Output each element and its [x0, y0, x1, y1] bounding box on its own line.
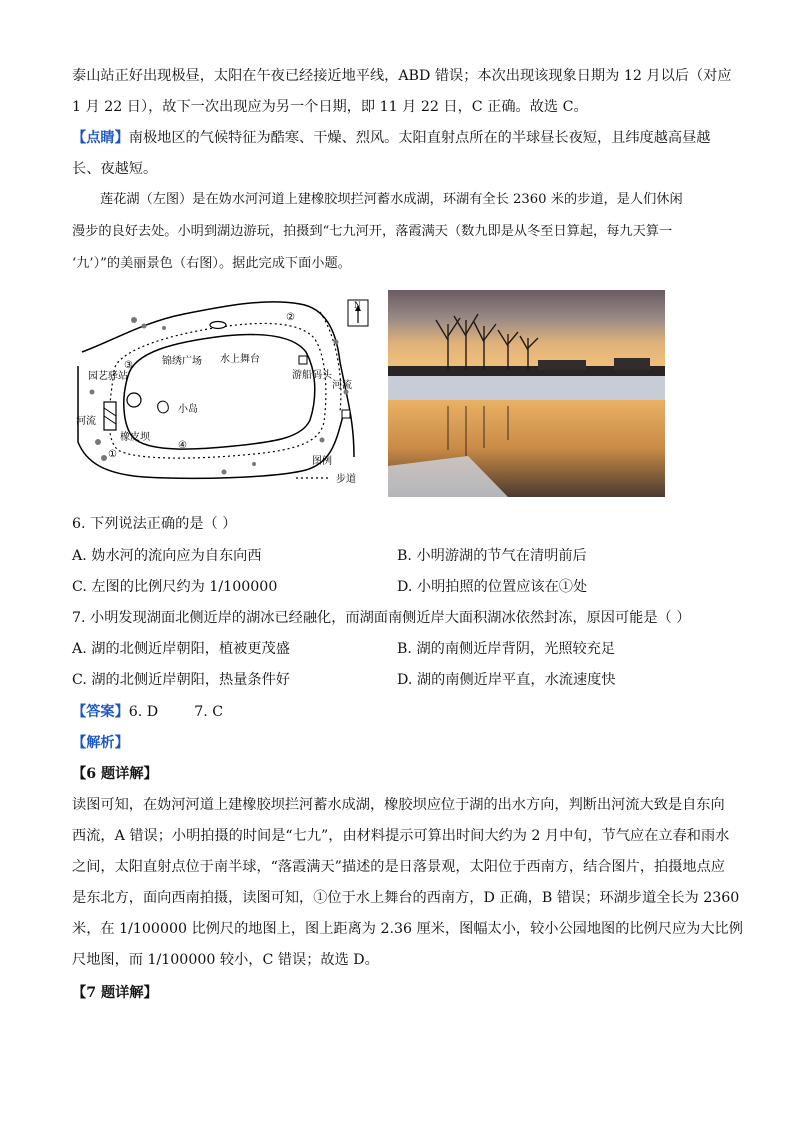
- detail6-line: 是东北方，面向西南拍摄，读图可知，①位于水上舞台的西南方，D 正确，B 错误；环湖步道全长为 2360: [72, 890, 740, 906]
- detail7-tag: 【7 题详解】: [72, 985, 158, 1001]
- answer-tag: 【答案】: [72, 704, 129, 720]
- map-label-river-left: 河流: [76, 416, 96, 427]
- q7-stem: 7. 小明发现湖面北侧近岸的湖冰已经融化，而湖面南侧近岸大面积湖冰依然封冻，原因可能是（ ）: [72, 610, 691, 626]
- q6-option-c: C. 左图的比例尺约为 1/100000: [72, 579, 278, 595]
- q6-stem: 6. 下列说法正确的是（ ）: [72, 516, 237, 532]
- q7-option-d: D. 湖的南侧近岸平直，水流速度快: [397, 672, 616, 688]
- answer-text: 6. D 7. C: [128, 704, 224, 720]
- map-label-square: 锦绣广场: [162, 356, 202, 367]
- q6-option-d: D. 小明拍照的位置应该在①处: [397, 579, 588, 595]
- map-marker-3: ③: [124, 360, 133, 371]
- detail6-line: 读图可知，在妫河河道上建橡胶坝拦河蓄水成湖，橡胶坝应位于湖的出水方向，判断出河流大致是自东向: [72, 797, 725, 813]
- legend-path-label: 步道: [336, 474, 356, 485]
- map-label-river-right: 河流: [332, 380, 352, 391]
- map-label-dam: 橡皮坝: [120, 432, 150, 443]
- legend-title: 图例: [312, 456, 332, 467]
- material-line: 莲花湖（左图）是在妫水河河道上建橡胶坝拦河蓄水成湖，环湖有全长 2360 米的步道，是人们休闲: [100, 192, 683, 207]
- detail6-line: 米，在 1/100000 比例尺的地图上，图上距离为 2.36 厘米，图幅太小，较小公园地图的比例尺应为大比例: [72, 921, 743, 937]
- q7-option-a: A. 湖的北侧近岸朝阳，植被更茂盛: [72, 641, 290, 657]
- q7-option-b: B. 湖的南侧近岸背阴，光照较充足: [397, 641, 616, 657]
- q6-option-a: A. 妫水河的流向应为自东向西: [72, 548, 262, 564]
- tip-tag: 【点睛】: [72, 130, 129, 146]
- material-line: ‘九’）”的美丽景色（右图）。据此完成下面小题。: [72, 256, 351, 271]
- detail6-tag: 【6 题详解】: [72, 766, 158, 782]
- detail6-line: 西流，A 错误；小明拍摄的时间是“七九”，由材料提示可算出时间大约为 2 月中旬，节气应在立春和雨水: [72, 828, 730, 844]
- analysis-tag: 【解析】: [72, 735, 129, 751]
- tip-line: [72, 128, 710, 148]
- paragraph-line: 泰山站正好出现极昼，太阳在午夜已经接近地平线，ABD 错误；本次出现该现象日期为 12 月以后（对应: [72, 68, 732, 84]
- map-marker-1: ①: [108, 449, 117, 460]
- map-label-stage: 水上舞台: [220, 354, 260, 365]
- sunset-photo: [388, 290, 665, 497]
- map-label-island: 小岛: [178, 404, 198, 415]
- material-line: 漫步的良好去处。小明到湖边游玩，拍摄到“七九河开，落霞满天（数九即是从冬至日算起，每九天算一: [72, 224, 673, 239]
- lake-map: [74, 292, 380, 488]
- map-marker-4: ④: [178, 440, 187, 451]
- detail6-line: 尺地图，而 1/100000 较小，C 错误；故选 D。: [72, 952, 379, 968]
- map-label-dock: 游船码头: [292, 370, 332, 381]
- paragraph-line: 1 月 22 日），故下一次出现应为另一个日期，即 11 月 22 日，C 正确。故选 C。: [72, 99, 588, 115]
- detail6-line: 之间，太阳直射点位于南半球，“落霞满天”描述的是日落景观，太阳位于西南方，结合图片，拍摄地点应: [72, 859, 725, 875]
- q6-option-b: B. 小明游湖的节气在清明前后: [397, 548, 587, 564]
- north-label: N: [354, 300, 361, 310]
- answer-line: [72, 702, 223, 722]
- q7-option-c: C. 湖的北侧近岸朝阳，热量条件好: [72, 672, 290, 688]
- map-marker-2: ②: [286, 312, 295, 323]
- map-label-garden-station: 园艺驿站: [88, 371, 128, 382]
- tip-text: 南极地区的气候特征为酷寒、干燥、烈风。太阳直射点所在的半球昼长夜短，且纬度越高昼越: [128, 130, 711, 146]
- tip-line-2: 长、夜越短。: [72, 161, 158, 177]
